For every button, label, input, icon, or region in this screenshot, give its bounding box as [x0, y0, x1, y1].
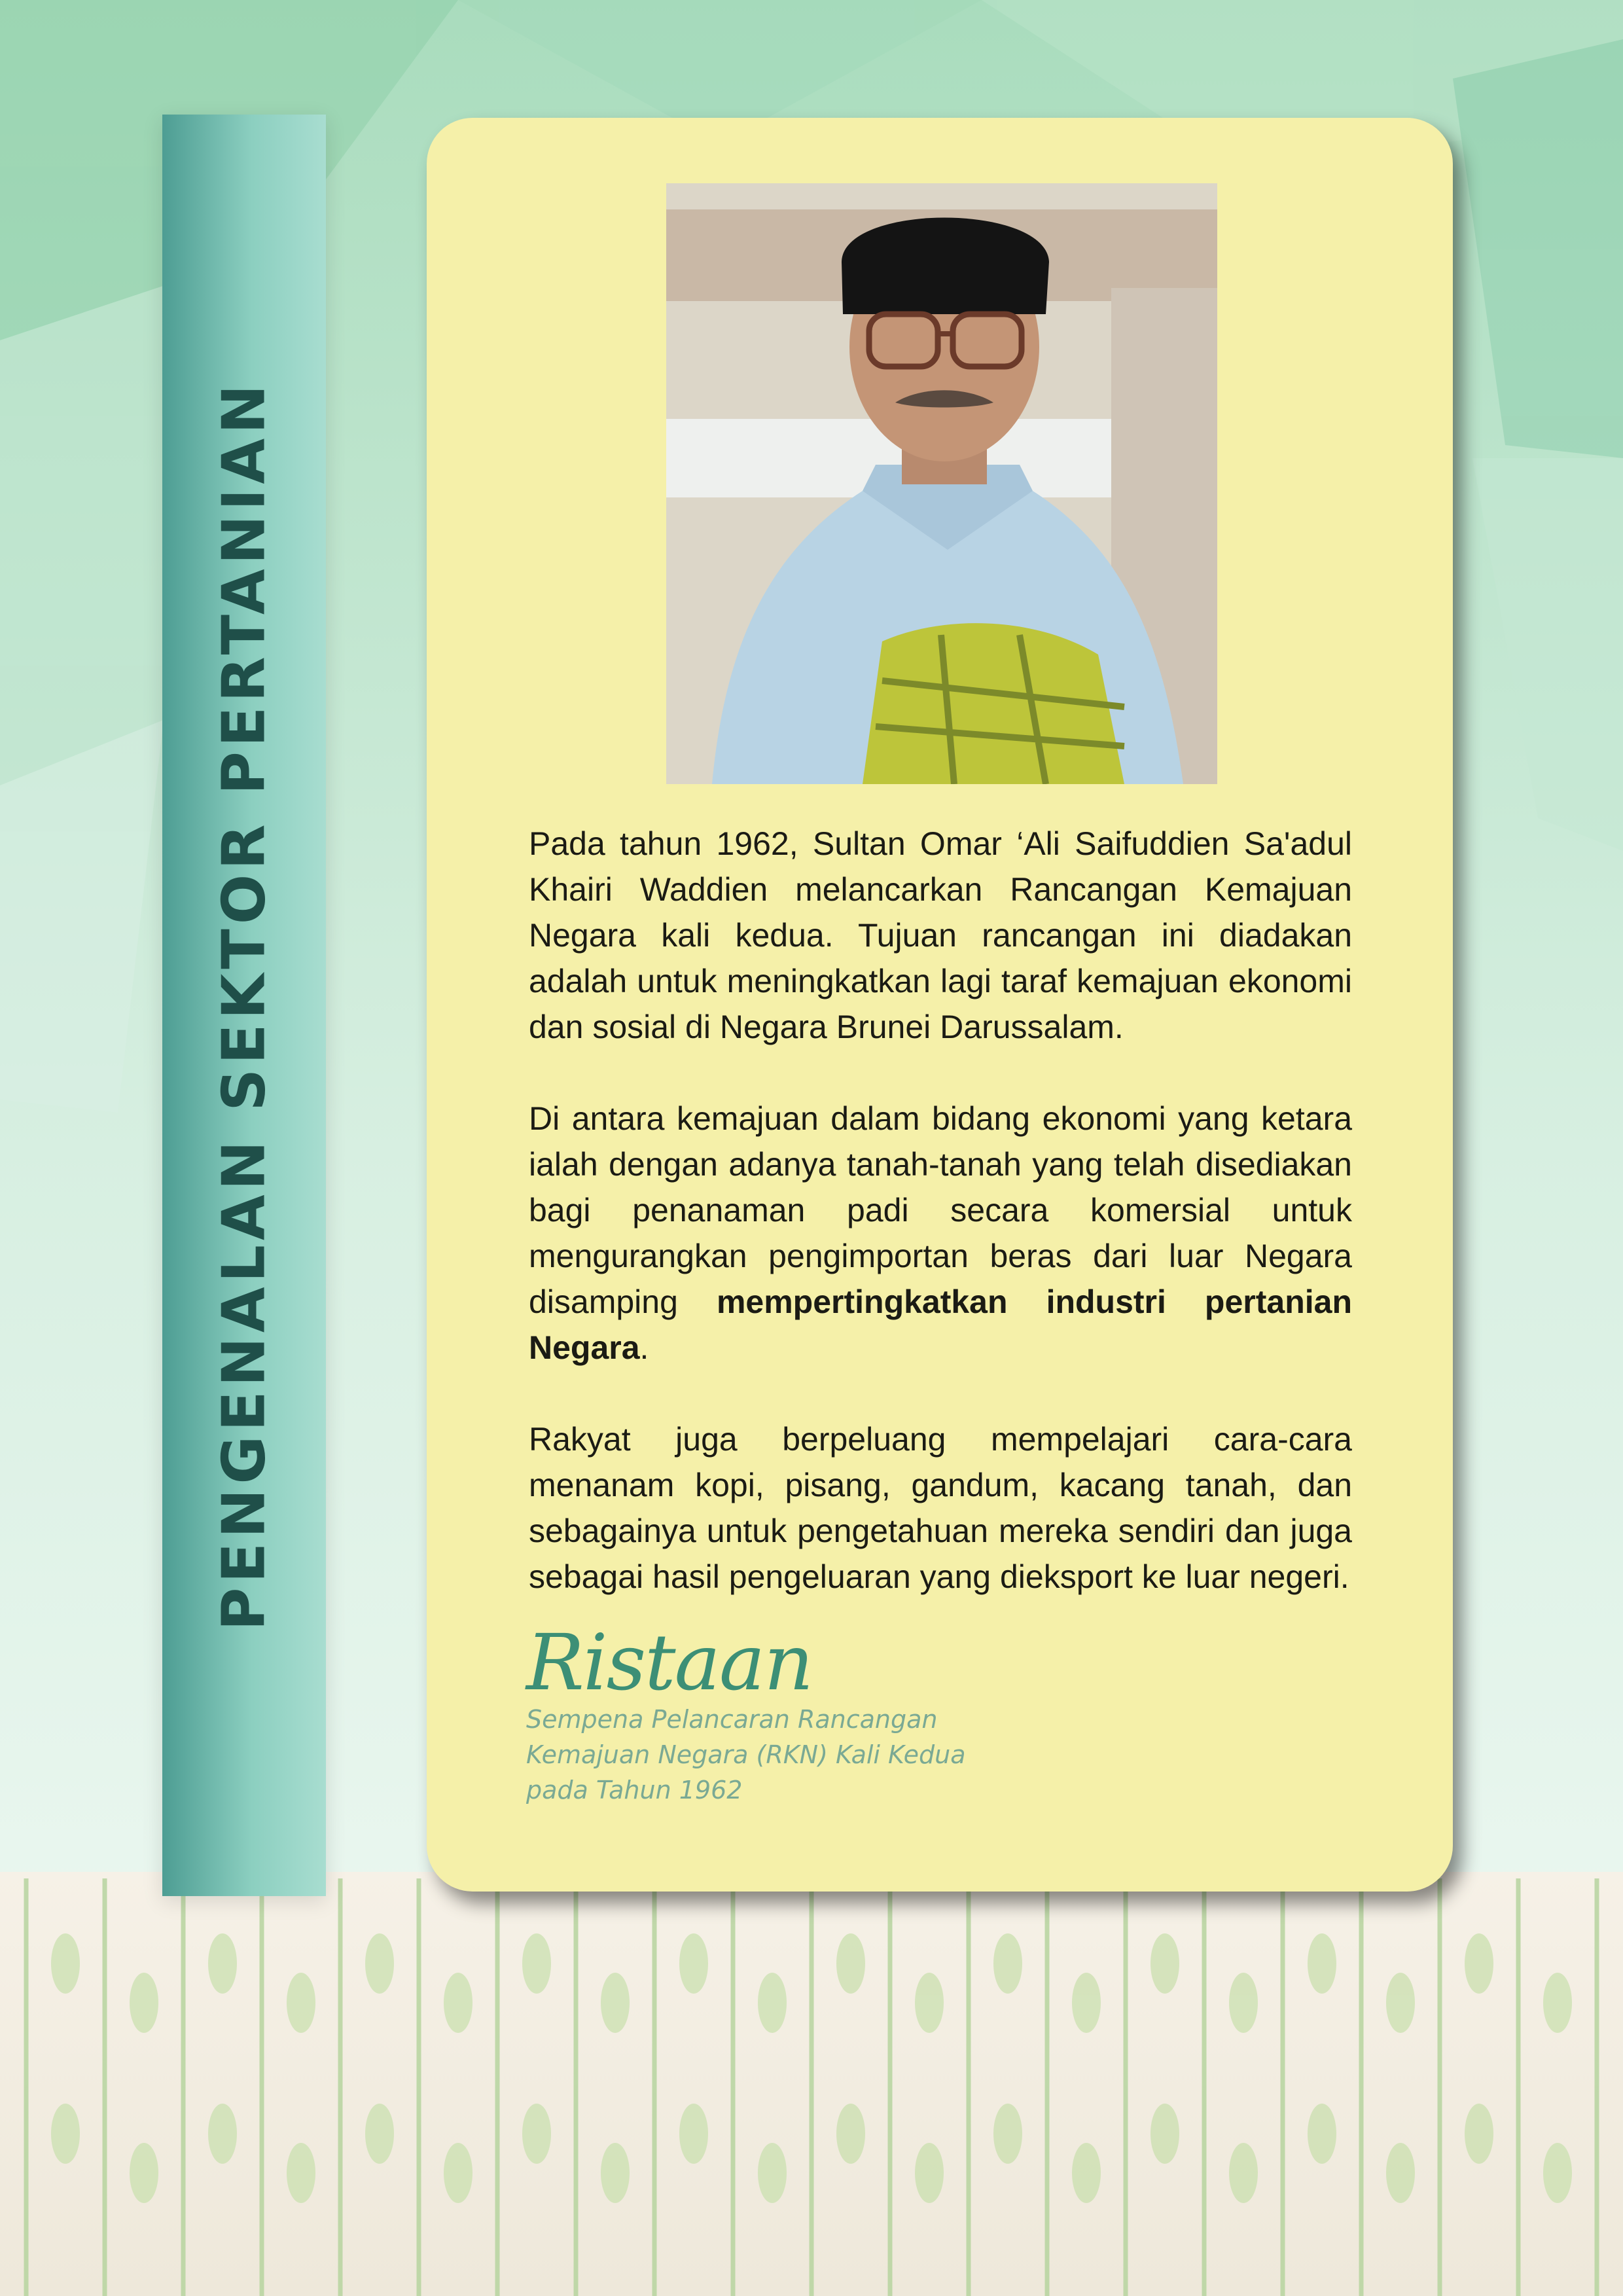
paragraph-2 — [529, 1096, 1352, 1371]
caption-line: Sempena Pelancaran Rancangan — [526, 1705, 938, 1734]
paragraph-1: Pada tahun 1962, Sultan Omar ‘Ali Saifuddien Sa'adul Khairi Waddien melancarkan Rancangan Kemajuan Negara kali kedua. Tujuan rancangan ini diadakan adalah untuk meningkatkan lagi taraf kemajuan ekonomi dan sosial di Negara Brunei Darussalam. — [529, 825, 1352, 1045]
paragraph-3: Rakyat juga berpeluang mempelajari cara-cara menanam kopi, pisang, gandum, kacang tanah, dan sebagainya untuk pengetahuan mereka sendiri dan juga sebagai hasil pengeluaran yang dieksport ke luar negeri. — [529, 1421, 1352, 1595]
paragraph-2-end: . — [639, 1329, 649, 1366]
side-title: PENGENALAN SEKTOR PERTANIAN — [209, 380, 279, 1631]
caption-line: Kemajuan Negara (RKN) Kali Kedua — [526, 1740, 966, 1769]
paragraph-2-bold: mempertingkatkan industri pertanian Negara — [529, 1283, 1352, 1366]
caption-line: pada Tahun 1962 — [526, 1776, 743, 1804]
wheat-pattern — [26, 1878, 1597, 2296]
content-card — [427, 118, 1453, 1892]
caption-title: Ristaan — [526, 1617, 813, 1708]
caption-text — [526, 1702, 1181, 1808]
portrait-photo — [666, 183, 1217, 784]
photo-caption — [526, 1617, 1181, 1808]
body-text — [529, 821, 1352, 1645]
side-title-banner — [162, 115, 326, 1896]
paragraph-2-text: Di antara kemajuan dalam bidang ekonomi yang ketara ialah dengan adanya tanah-tanah yang telah disediakan bagi penanaman padi secara komersial untuk mengurangkan pengimportan beras dari luar Negara disamping — [529, 1100, 1352, 1320]
